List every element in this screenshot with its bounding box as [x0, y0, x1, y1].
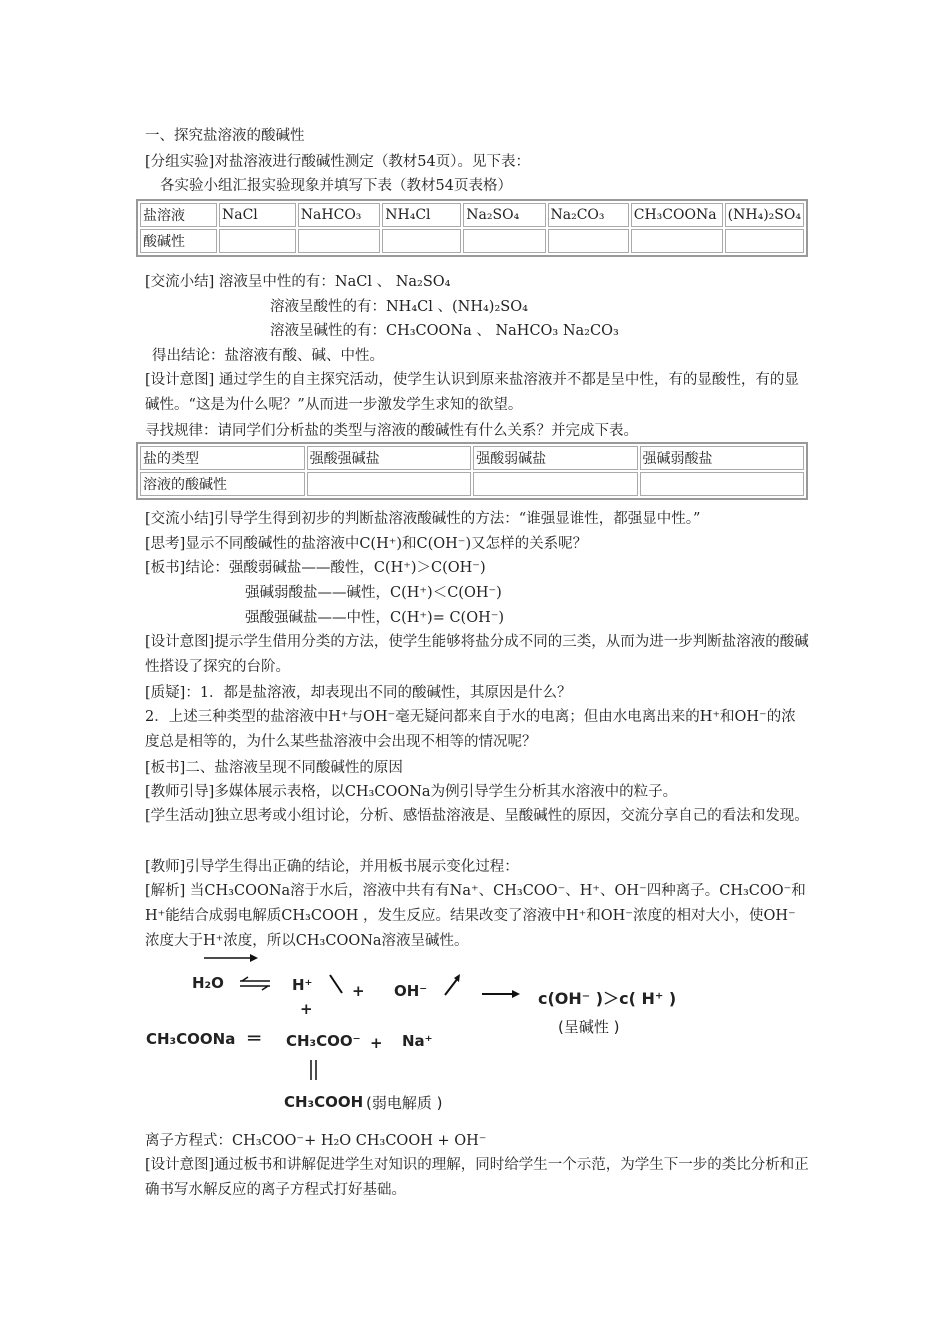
report-text: 各实验小组汇报实验现象并填写下表（教材54页表格）	[160, 178, 512, 194]
salt-type-table	[136, 442, 808, 500]
table-cell: (NH₄)₂SO₄	[725, 203, 804, 227]
table-cell-empty[interactable]	[382, 229, 461, 253]
table-row	[140, 229, 804, 253]
table-cell-empty[interactable]	[640, 472, 804, 496]
ionic-equation: 离子方程式：CH₃COO⁻+ H₂O CH₃COOH + OH⁻	[145, 1133, 487, 1149]
weak-electrolyte-note: (弱电解质 )	[366, 1094, 443, 1112]
think-text: [思考]显示不同酸碱性的盐溶液中C(H⁺)和C(OH⁻)又怎样的关系呢？	[145, 536, 588, 552]
table-cell: NaCl	[219, 203, 296, 227]
board-conclusion-3: 强酸强碱盐——中性，C(H⁺)= C(OH⁻)	[245, 610, 505, 626]
board-conclusion-2: 强碱弱酸盐——碱性，C(H⁺)＜C(OH⁻)	[245, 585, 502, 601]
table-cell-empty[interactable]	[298, 229, 380, 253]
table-cell: 溶液的酸碱性	[140, 472, 305, 496]
h2o-label: H₂O	[192, 974, 224, 992]
conclusion-text: 得出结论：盐溶液有酸、碱、中性。	[152, 348, 384, 364]
summary-2: [交流小结]引导学生得到初步的判断盐溶液酸碱性的方法：“谁强显谁性，都强显中性。”	[145, 511, 701, 527]
table-cell-empty[interactable]	[548, 229, 629, 253]
board-2: [板书]二、盐溶液呈现不同酸碱性的原因	[145, 760, 403, 776]
table-cell: 盐溶液	[140, 203, 217, 227]
teacher-guide: [教师引导]多媒体展示表格，以CH₃COONa为例引导学生分析其水溶液中的粒子。	[145, 784, 678, 800]
question-1: [质疑]：1．都是盐溶液，却表现出不同的酸碱性，其原因是什么？	[145, 685, 572, 701]
student-activity: [学生活动]独立思考或小组讨论，分析、感悟盐溶液是、呈酸碱性的原因，交流分享自己的看法和发现。	[145, 808, 809, 824]
table-row	[140, 472, 804, 496]
design-intent-2: [设计意图]提示学生借用分类的方法，使学生能够将盐分成不同的三类，从而为进一步判断盐溶液的酸碱性搭设了探究的台阶。	[145, 634, 809, 675]
summary-neutral: [交流小结] 溶液呈中性的有：NaCl 、 Na₂SO₄	[145, 274, 451, 290]
group-experiment-text: [分组实验]对盐溶液进行酸碱性测定（教材54页）。见下表：	[145, 154, 531, 170]
board-conclusion-1: [板书]结论：强酸弱碱盐——酸性，C(H⁺)＞C(OH⁻)	[145, 560, 486, 576]
table-cell: 酸碱性	[140, 229, 217, 253]
table-cell-empty[interactable]	[463, 229, 545, 253]
table-cell: NaHCO₃	[298, 203, 380, 227]
find-rule-text: 寻找规律：请同学们分析盐的类型与溶液的酸碱性有什么关系？并完成下表。	[145, 423, 638, 439]
plus-sign-2: +	[300, 1000, 313, 1018]
table-cell: 盐的类型	[140, 446, 305, 470]
summary-basic: 溶液呈碱性的有：CH₃COONa 、 NaHCO₃ Na₂CO₃	[270, 323, 619, 339]
summary-acidic: 溶液呈酸性的有：NH₄Cl 、(NH₄)₂SO₄	[270, 299, 528, 315]
equals-sign: ═	[248, 1026, 261, 1050]
plus-sign-1: +	[352, 982, 365, 1000]
table-cell: 强酸弱碱盐	[473, 446, 637, 470]
analysis-text: [解析] 当CH₃COONa溶于水后，溶液中共有有Na⁺、CH₃COO⁻、H⁺、OH⁻四种离子。CH₃COO⁻和 H⁺能结合成弱电解质CH₃COOH ，发生反应。结果改变了溶液中H⁺和OH⁻浓度的相对大小，使OH⁻浓度大于H⁺浓度，所以CH₃COONa溶液呈碱性。	[145, 883, 806, 949]
table-cell: CH₃COONa	[631, 203, 723, 227]
oh-minus-label: OH⁻	[394, 982, 428, 1000]
table-cell-empty[interactable]	[219, 229, 296, 253]
ch3cooh-label: CH₃COOH	[284, 1093, 364, 1111]
design-intent-1: [设计意图] 通过学生的自主探究活动，使学生认识到原来盐溶液并不都是呈中性，有的显酸性，有的显碱性。“这是为什么呢？”从而进一步激发学生求知的欲望。	[145, 372, 799, 413]
ch3coo-minus-label: CH₃COO⁻	[286, 1032, 361, 1050]
table-cell: Na₂SO₄	[463, 203, 545, 227]
h-plus-label: H⁺	[292, 976, 313, 994]
salt-acidity-table	[136, 199, 808, 257]
table-row	[140, 446, 804, 470]
question-2: 2．上述三种类型的盐溶液中H⁺与OH⁻毫无疑问都来自于水的电离；但由水电离出来的H⁺和OH⁻的浓度总是相等的，为什么某些盐溶液中会出现不相等的情况呢？	[145, 709, 796, 750]
table-cell: 强碱弱酸盐	[640, 446, 804, 470]
ch3coona-label: CH₃COONa	[146, 1030, 236, 1048]
result-inequality: c(OH⁻ )＞c( H⁺ )	[538, 989, 677, 1008]
table-cell: Na₂CO₃	[548, 203, 629, 227]
table-cell-empty[interactable]	[725, 229, 804, 253]
table-cell: 强酸强碱盐	[307, 446, 471, 470]
table-row	[140, 203, 804, 227]
hydrolysis-diagram	[140, 950, 740, 1120]
table-cell-empty[interactable]	[307, 472, 471, 496]
table-cell-empty[interactable]	[631, 229, 723, 253]
basic-note: (呈碱性 )	[558, 1018, 620, 1036]
na-plus-label: Na⁺	[402, 1032, 433, 1050]
plus-sign-3: +	[370, 1034, 383, 1052]
section-heading: 一、探究盐溶液的酸碱性	[145, 128, 305, 144]
teacher-guide-2: [教师]引导学生得出正确的结论，并用板书展示变化过程：	[145, 859, 519, 875]
design-intent-3: [设计意图]通过板书和讲解促进学生对知识的理解，同时给学生一个示范，为学生下一步的类比分析和正确书写水解反应的离子方程式打好基础。	[145, 1157, 809, 1198]
table-cell: NH₄Cl	[382, 203, 461, 227]
table-cell-empty[interactable]	[473, 472, 637, 496]
